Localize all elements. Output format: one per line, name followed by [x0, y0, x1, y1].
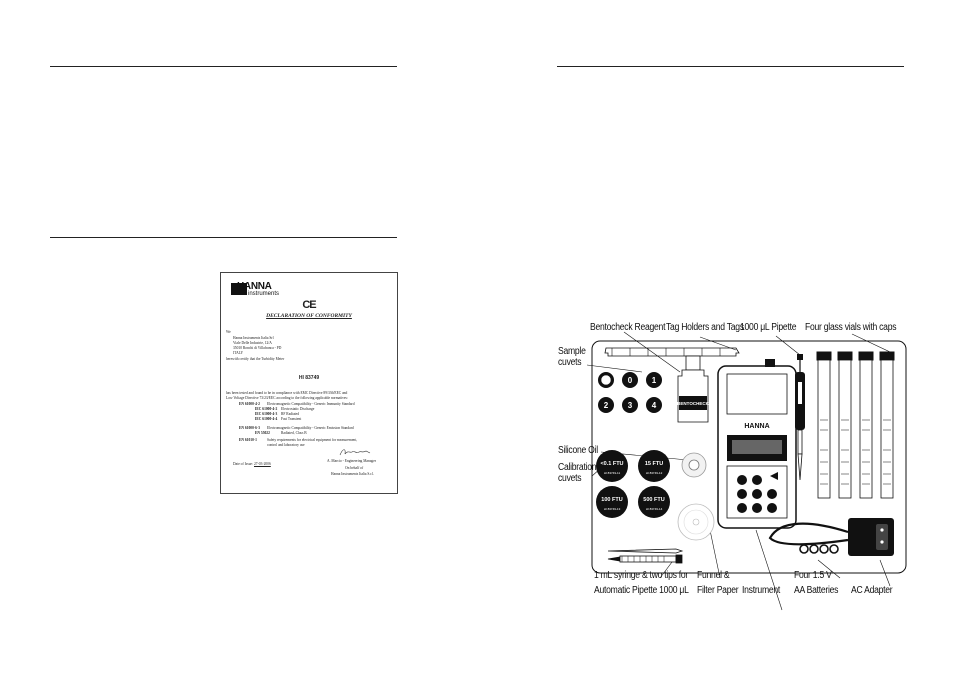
label-instrument: Instrument	[742, 585, 781, 596]
company-name: Hanna Instruments Italia S.r.l.	[331, 472, 375, 476]
we-label: We	[226, 330, 231, 334]
date-label: Date of Issue:	[233, 462, 253, 466]
certify-text: herewith certify that the Turbidity Meter	[226, 357, 285, 361]
funnel-filter-paper	[678, 504, 714, 540]
label-sample-cuvets: cuvets	[558, 357, 582, 368]
sample-cuvet-label: 4	[651, 401, 657, 410]
silicone-oil	[682, 453, 706, 477]
address-line: Viale Delle Industrie, 12/A	[233, 341, 272, 345]
calibration-cuvet-value: 100 FTU	[601, 497, 623, 503]
glass-vial	[860, 360, 872, 498]
label-syringe: Automatic Pipette 1000 μL	[594, 585, 689, 596]
sample-cuvet-label: 0	[627, 376, 633, 385]
compliance-text: Low Voltage Directive 73/23/EEC according to the following applicable normatives:	[226, 396, 348, 400]
standard-code: EN 61000-6-3	[239, 426, 260, 430]
standard-code: EN 61010-1	[239, 438, 257, 442]
standard-desc: Electrostatic Discharge	[281, 407, 315, 411]
aa-batteries	[800, 545, 838, 553]
calibration-cuvet-code: HI 83749-13	[603, 507, 621, 511]
calibration-cuvets	[596, 450, 670, 518]
standard-code: EN 61000-4-2	[239, 402, 260, 406]
instrument-brand: HANNA	[744, 423, 770, 430]
standard-code: IEC 61000-4-3	[255, 412, 278, 416]
standard-desc: Electromagnetic Compatibility - Generic Immunity Standard	[267, 402, 355, 406]
glass-vial-cap	[859, 352, 873, 360]
calibration-cuvet-value: 15 FTU	[644, 461, 664, 467]
label-batteries: Four 1.5 V	[794, 570, 832, 581]
standard-code: IEC 61000-4-2	[255, 407, 278, 411]
sample-cuvet-label: 1	[651, 376, 657, 385]
address-line: ITALY	[233, 351, 244, 355]
sample-cuvet-label: 3	[627, 401, 633, 410]
glass-vial	[881, 360, 893, 498]
label-silicone-oil: Silicone Oil	[558, 445, 598, 456]
on-behalf: On behalf of	[345, 466, 364, 470]
compliance-text: has been tested and found to be in compliance with EMC Directive 89/336/EEC and	[226, 391, 348, 395]
standard-desc: Electromagnetic Compatibility - Generic Emission Standard	[267, 426, 354, 430]
label-funnel: Filter Paper	[697, 585, 739, 596]
ce-mark: CE	[302, 299, 316, 311]
glass-vial-cap	[880, 352, 894, 360]
calibration-cuvet-code: HI 83749-12	[645, 471, 663, 475]
calibration-cuvet-code: HI 83749-11	[603, 471, 621, 475]
instrument	[718, 359, 796, 528]
calibration-cuvet-value: 500 FTU	[643, 497, 665, 503]
label-syringe: 1 mL syringe & two tips for	[594, 570, 689, 581]
declaration-of-conformity: HANNA instruments CE DECLARATION OF CONFORMITY We Hanna Instruments Italia Srl Viale Delle Industrie, 12/A 35010 Ronchi di Villafranca - PD ITALY herewith certify that the Turbidity Meter HI 83749 has been tested and found to be in compliance with EMC Directive 89/336/EEC and Low Voltage Directive 73/23/EEC according to the following applicable normatives: EN 61000-4-2 Electromagnetic Compatibility - Generic Immunity Standard IEC 61000-4-2 Electrostatic Discharge IEC 61000-4-3 RF Radiated IEC 61000-4-4 Fast Transient EN 61000-6-3 Electromagnetic Compatibility - Generic Emission Standard EN 55022 Radiated, Class B EN 61010-1 Safety requirements for electrical equipment for measurement, control and laboratory use Date of Issue: 27-03-2006 A. Marcio - Engineering Manager On behalf of Hanna Instruments Italia S.r.l.	[220, 272, 398, 494]
standard-desc: Safety requirements for electrical equipment for measurement,	[267, 438, 358, 442]
standard-desc: control and laboratory use	[267, 443, 305, 447]
address-line: 35010 Ronchi di Villafranca - PD	[233, 346, 282, 350]
label-batteries: AA Batteries	[794, 585, 839, 596]
glass-vials	[817, 352, 894, 498]
tag-holder-strip	[605, 348, 739, 356]
label-funnel: Funnel &	[697, 570, 730, 581]
label-tag-holders: Tag Holders and Tags	[666, 322, 744, 333]
glass-vial-cap	[817, 352, 831, 360]
declaration-title: DECLARATION OF CONFORMITY	[266, 313, 352, 319]
standard-code: IEC 61000-4-4	[255, 417, 278, 421]
label-pipette: 1000 μL Pipette	[740, 322, 797, 333]
label-calibration-cuvets: Calibration	[558, 462, 597, 473]
date-value: 27-03-2006	[254, 462, 271, 466]
sample-cuvets	[598, 372, 662, 413]
bottle-label: BENTOCHECK	[677, 401, 709, 406]
label-sample-cuvets: Sample	[558, 346, 586, 357]
address-line: Hanna Instruments Italia Srl	[233, 336, 274, 340]
calibration-cuvet-code: HI 83749-14	[645, 507, 663, 511]
glass-vial	[818, 360, 830, 498]
glass-vial	[839, 360, 851, 498]
calibration-cuvet-value: <0.1 FTU	[600, 461, 624, 467]
sample-cuvet-label: 2	[603, 401, 609, 410]
bentocheck-bottle	[677, 356, 709, 422]
standard-desc: RF Radiated	[281, 412, 300, 416]
label-calibration-cuvets: cuvets	[558, 473, 582, 484]
label-glass-vials: Four glass vials with caps	[805, 322, 897, 333]
label-ac-adapter: AC Adapter	[851, 585, 893, 596]
glass-vial-cap	[838, 352, 852, 360]
standard-desc: Radiated, Class B	[281, 431, 307, 435]
standard-code: EN 55022	[255, 431, 270, 435]
signatory: A. Marcio - Engineering Manager	[327, 459, 376, 463]
syringe-and-tips	[608, 549, 682, 563]
model-number: HI 83749	[298, 375, 320, 381]
label-bentocheck-reagent: Bentocheck Reagent	[590, 322, 666, 333]
standard-desc: Fast Transient	[281, 417, 302, 421]
